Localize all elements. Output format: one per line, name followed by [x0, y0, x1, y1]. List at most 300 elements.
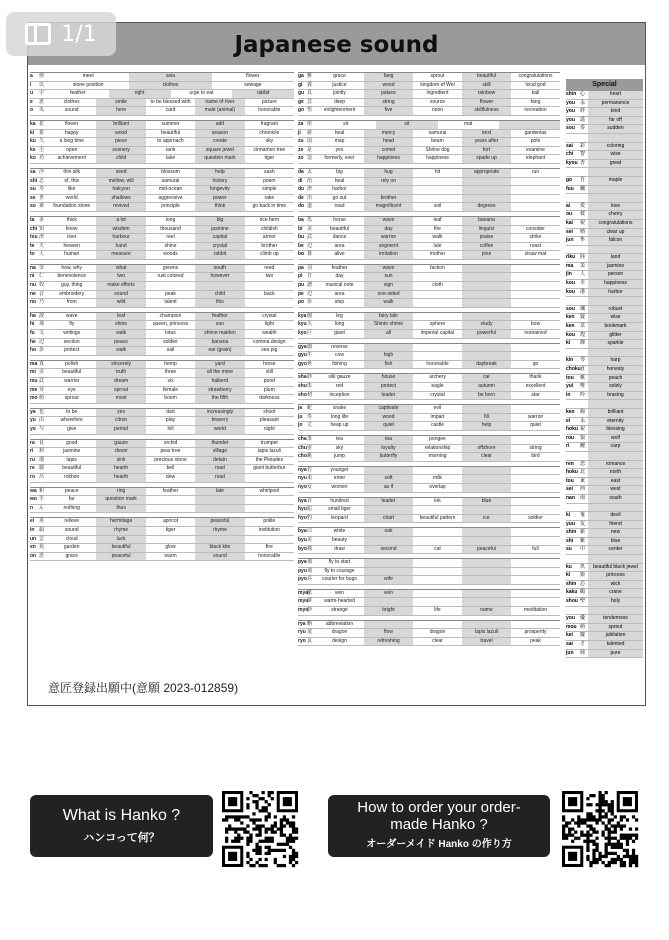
qr-module — [611, 861, 614, 864]
meaning: women — [331, 483, 348, 490]
kanji: 圭 — [39, 146, 45, 153]
qr-module — [592, 855, 595, 858]
meaning: flower — [65, 120, 79, 127]
meaning — [364, 568, 413, 576]
qr-module — [271, 797, 274, 800]
meaning: new — [588, 529, 643, 537]
qr-module — [271, 791, 274, 794]
qr-module — [565, 824, 568, 827]
romaji: ku — [30, 138, 36, 145]
meaning: create — [195, 138, 244, 146]
special-row — [566, 624, 643, 633]
meaning: wife — [364, 576, 413, 584]
romaji: ha — [30, 312, 36, 319]
sound-row — [30, 169, 294, 178]
qr-module — [614, 831, 617, 834]
sound-row — [298, 559, 560, 568]
qr-module — [595, 846, 598, 849]
sound-block — [298, 620, 560, 647]
qr-module — [237, 818, 240, 821]
qr-module — [611, 831, 614, 834]
meaning: section — [63, 338, 80, 345]
meaning: wood — [364, 414, 413, 422]
sound-row — [30, 313, 294, 322]
romaji: pa — [298, 264, 304, 271]
qr-module — [620, 864, 623, 867]
qr-module — [289, 840, 292, 843]
meaning: fire — [265, 544, 273, 551]
kanji: 馬 — [307, 216, 313, 223]
meaning: five — [364, 107, 413, 115]
qr-module — [586, 855, 589, 858]
meaning — [146, 496, 195, 504]
qr-module — [292, 821, 295, 824]
qr-module — [225, 840, 228, 843]
what-is-hanko-button[interactable] — [30, 795, 213, 857]
qr-module — [635, 818, 638, 821]
qr-module — [635, 827, 638, 830]
qr-finder — [228, 852, 237, 861]
kanji: 久 — [307, 321, 313, 328]
page-title: Japanese sound — [28, 23, 645, 65]
sound-row — [30, 395, 294, 404]
sound-row — [298, 121, 560, 130]
romaji: shu — [298, 383, 307, 389]
qr-module — [249, 864, 252, 867]
meaning — [462, 484, 511, 492]
meaning: mellow, will — [96, 178, 145, 186]
meaning: thick — [66, 216, 77, 223]
meaning: to approach — [157, 138, 184, 145]
meaning: spade up — [462, 155, 511, 163]
special-row — [566, 117, 643, 126]
qr-module — [632, 852, 635, 855]
kanji: 跳 — [307, 453, 313, 460]
kanji: 茶 — [307, 435, 313, 442]
meaning: all — [364, 330, 413, 338]
qr-module — [617, 821, 620, 824]
meaning: red — [335, 383, 344, 389]
qr-module — [234, 827, 237, 830]
kanji: 永 — [580, 99, 586, 106]
romaji: pya — [298, 559, 307, 566]
qr-module — [602, 855, 605, 858]
qr-module — [258, 818, 261, 821]
meaning: leopard — [331, 514, 348, 521]
meaning — [245, 505, 294, 513]
romaji: yo — [30, 425, 36, 432]
qr-module — [611, 803, 614, 806]
meaning: wood — [364, 82, 413, 90]
special-row — [566, 271, 643, 280]
qr-module — [255, 824, 258, 827]
meaning: warm-hearted — [324, 598, 355, 605]
meaning — [462, 178, 511, 186]
romaji: rou — [566, 434, 575, 441]
meaning — [511, 621, 560, 629]
meaning: house — [364, 374, 413, 382]
sound-block — [298, 168, 560, 212]
kanji: 波 — [39, 312, 45, 319]
sound-row — [30, 186, 294, 195]
romaji: sei — [566, 486, 573, 493]
qr-module — [598, 815, 601, 818]
kanji: 萌 — [580, 623, 586, 630]
qr-module — [571, 818, 574, 821]
sound-block — [30, 312, 294, 356]
qr-module — [608, 818, 611, 821]
meaning: back — [264, 290, 275, 297]
sound-row — [298, 475, 560, 484]
romaji: chi — [30, 225, 38, 232]
sound-row — [298, 638, 560, 647]
romaji: ke — [30, 146, 36, 153]
qr-module — [632, 815, 635, 818]
meaning: sound — [64, 107, 79, 114]
sound-row — [30, 465, 294, 474]
sound-row — [298, 321, 560, 330]
meaning: pleasant — [259, 417, 279, 424]
meaning: question mark — [195, 155, 244, 163]
meaning: rabbit — [232, 90, 294, 98]
meaning: palace — [364, 90, 413, 98]
meaning: brother — [261, 242, 278, 249]
romaji: ei — [566, 417, 571, 424]
romaji: sou — [566, 125, 575, 132]
sound-block — [30, 168, 294, 212]
meaning — [364, 621, 413, 629]
qr-module — [292, 855, 295, 858]
sound-row — [298, 243, 560, 252]
qr-module — [598, 858, 601, 861]
meaning: piece — [96, 138, 145, 146]
meaning: like — [67, 186, 76, 193]
qr-module — [268, 812, 271, 815]
qr-module — [283, 824, 286, 827]
sound-row — [30, 457, 294, 466]
meaning — [146, 505, 195, 513]
meaning: protect — [64, 347, 80, 354]
qr-module — [635, 864, 638, 867]
meaning: cow — [335, 352, 344, 359]
romaji: so — [30, 203, 36, 210]
meaning: road — [334, 203, 345, 210]
qr-module — [265, 809, 268, 812]
meaning: clever — [96, 448, 145, 456]
meaning — [364, 598, 413, 606]
qr-module — [602, 834, 605, 837]
qr-module — [295, 855, 298, 858]
meaning: wave — [364, 265, 413, 273]
sound-row — [298, 629, 560, 638]
qr-module — [586, 812, 589, 815]
kanji: 志 — [39, 177, 45, 184]
meaning: jasmine — [63, 448, 81, 455]
meaning: south — [195, 265, 244, 273]
kanji: 暮 — [307, 251, 313, 258]
romaji: gu — [298, 90, 305, 97]
qr-module — [277, 843, 280, 846]
meaning: benevolence — [57, 273, 86, 280]
romaji: ko — [30, 155, 36, 162]
meaning: person — [588, 271, 643, 279]
meaning: honorable — [258, 552, 281, 559]
meaning: wealth — [262, 330, 277, 337]
romaji: ren — [566, 460, 574, 467]
meaning — [245, 474, 294, 482]
qr-module — [632, 849, 635, 852]
meaning: to be — [66, 408, 78, 415]
meaning: dew — [165, 473, 176, 480]
meaning — [195, 536, 244, 544]
meaning: six — [167, 378, 174, 384]
page-indicator[interactable] — [6, 12, 116, 56]
special-row — [566, 314, 643, 323]
sound-row — [30, 130, 294, 139]
qr-module — [608, 861, 611, 864]
meaning: peak — [165, 290, 176, 297]
kanji: 寿 — [307, 413, 313, 420]
meaning: sound — [96, 291, 145, 299]
qr-module — [617, 824, 620, 827]
qr-module — [246, 831, 249, 834]
qr-module — [243, 827, 246, 830]
qr-module — [623, 855, 626, 858]
meaning: sudden — [588, 125, 643, 133]
sound-row — [298, 178, 560, 187]
kanji: 音 — [39, 290, 45, 297]
meaning: meet — [82, 73, 94, 79]
qr-module — [577, 815, 580, 818]
qr-module — [623, 834, 626, 837]
qr-module — [608, 840, 611, 843]
qr-module — [632, 855, 635, 858]
meaning: blossom — [161, 168, 180, 175]
qr-module — [614, 824, 617, 827]
kanji: 英 — [39, 518, 45, 525]
kanji: 描 — [307, 545, 313, 552]
romaji: n — [30, 504, 34, 511]
sound-row — [298, 445, 560, 454]
qr-code-how-to-order[interactable] — [562, 791, 638, 867]
qr-module — [258, 852, 261, 855]
romaji: chi — [566, 151, 574, 158]
kanji: 悟 — [307, 107, 313, 114]
qr-module — [605, 812, 608, 815]
meaning: land — [588, 254, 643, 262]
meaning: falcon — [588, 237, 643, 245]
romaji: pi — [298, 273, 303, 280]
meaning: loyalty — [364, 445, 413, 453]
qr-module — [623, 824, 626, 827]
meaning: happiness — [364, 155, 413, 163]
meaning: fly to courage — [324, 567, 355, 574]
kanji: 茉 — [580, 262, 586, 269]
meaning: solely — [588, 383, 643, 391]
qr-module — [258, 797, 261, 800]
sound-block — [298, 343, 560, 370]
qr-module — [234, 831, 237, 834]
qr-module — [598, 803, 601, 806]
qr-module — [280, 827, 283, 830]
meaning: princess — [588, 572, 643, 580]
meaning — [588, 194, 643, 202]
kanji: 央 — [39, 107, 45, 114]
qr-module — [608, 864, 611, 867]
qr-module — [292, 849, 295, 852]
kanji: 美 — [39, 369, 45, 376]
meaning: dragon — [331, 629, 348, 636]
meaning: castle — [430, 422, 445, 429]
sound-row — [298, 99, 560, 108]
special-row — [566, 650, 643, 659]
meaning: power — [195, 195, 244, 203]
kanji: 希 — [39, 129, 45, 136]
qr-module — [255, 846, 258, 849]
qr-module — [583, 840, 586, 843]
qr-module — [271, 849, 274, 852]
meaning: achievement — [57, 155, 86, 162]
meaning: longevity — [195, 186, 244, 194]
sound-row — [30, 339, 294, 348]
qr-module — [614, 837, 617, 840]
kanji: 人 — [580, 271, 586, 278]
kanji: 津 — [307, 186, 313, 193]
romaji: sa — [30, 168, 36, 175]
kanji: 永 — [580, 417, 586, 424]
meaning: beautiful — [161, 129, 180, 136]
kanji: 文 — [39, 330, 45, 337]
meaning: run — [531, 168, 540, 175]
romaji: zu — [298, 138, 304, 145]
meaning: quiet — [530, 422, 541, 429]
meaning: consider — [526, 225, 545, 232]
meaning — [588, 504, 643, 512]
meaning — [364, 186, 413, 194]
meaning: rice farm — [259, 216, 280, 223]
kanji: 東 — [580, 477, 586, 484]
meaning: examine — [526, 146, 545, 153]
kanji: 港 — [580, 288, 586, 295]
meaning: crystal — [430, 391, 445, 398]
meaning: impart — [430, 413, 445, 420]
qr-module — [605, 800, 608, 803]
how-to-order-button[interactable] — [328, 795, 550, 857]
special-row — [566, 289, 643, 298]
meaning: far off — [588, 117, 643, 125]
meaning: evil — [433, 405, 442, 412]
meaning: offshore — [462, 445, 511, 453]
kanji: 寿 — [39, 186, 45, 193]
qr-module — [598, 812, 601, 815]
romaji: ja — [298, 405, 303, 412]
meaning — [146, 282, 195, 290]
qr-module — [252, 812, 255, 815]
meaning: butterfly — [364, 453, 413, 461]
meaning: fairy tale — [364, 313, 413, 321]
qr-module — [262, 797, 265, 800]
kanji: 絢 — [580, 408, 586, 415]
meaning: prosperity — [524, 629, 547, 636]
qr-module — [228, 815, 231, 818]
romaji: mu — [30, 378, 38, 384]
meaning: strike — [529, 234, 542, 241]
meaning: beautiful — [62, 465, 82, 472]
meaning: garden — [63, 544, 80, 551]
meaning: overlap — [429, 483, 446, 490]
meaning — [364, 559, 413, 567]
qr-module — [246, 797, 249, 800]
qr-module — [571, 834, 574, 837]
meaning — [195, 282, 244, 290]
qr-module — [246, 861, 249, 864]
qr-code-what-is-hanko[interactable] — [222, 791, 298, 867]
kanji: 出 — [307, 194, 313, 201]
kanji: 巨 — [307, 330, 313, 337]
romaji: kou — [566, 280, 575, 287]
meaning: fort — [462, 147, 511, 155]
romaji: ma — [566, 262, 574, 269]
qr-module — [586, 846, 589, 849]
special-row — [566, 546, 643, 555]
sound-block — [298, 216, 560, 260]
romaji: ken — [566, 408, 575, 415]
meaning: faction — [430, 264, 445, 271]
qr-module — [246, 837, 249, 840]
special-row — [566, 418, 643, 427]
qr-module — [289, 821, 292, 824]
meaning: rokhon — [64, 473, 80, 480]
meaning — [462, 282, 511, 290]
kanji: 姫 — [580, 572, 586, 579]
kanji: 聖 — [580, 598, 586, 605]
qr-module — [258, 858, 261, 861]
special-row — [566, 572, 643, 581]
meaning — [511, 352, 560, 360]
qr-module — [252, 818, 255, 821]
meaning: reed — [264, 264, 275, 271]
special-row — [566, 461, 643, 470]
meaning: clothes — [63, 98, 80, 105]
meaning: robust — [588, 306, 643, 314]
qr-module — [289, 858, 292, 861]
romaji: nan — [566, 494, 575, 501]
meaning — [195, 505, 244, 513]
meaning — [413, 598, 462, 606]
qr-module — [586, 858, 589, 861]
romaji: ku — [566, 563, 572, 570]
meaning — [462, 598, 511, 606]
sound-row — [298, 576, 560, 585]
sound-row — [298, 265, 560, 274]
kanji: 柔 — [307, 475, 313, 482]
sound-row — [298, 234, 560, 243]
kanji: 愛 — [580, 202, 586, 209]
meaning: big — [336, 168, 343, 175]
qr-module — [614, 827, 617, 830]
qr-module — [255, 803, 258, 806]
sound-row — [30, 505, 294, 514]
qr-module — [602, 797, 605, 800]
meaning: formerly, ever — [324, 155, 355, 162]
qr-module — [271, 824, 274, 827]
meaning: cloth — [432, 282, 443, 289]
qr-module — [246, 852, 249, 855]
qr-module — [586, 815, 589, 818]
meaning — [462, 299, 511, 307]
meaning: pear tree — [160, 448, 181, 455]
romaji: ou — [566, 211, 573, 218]
